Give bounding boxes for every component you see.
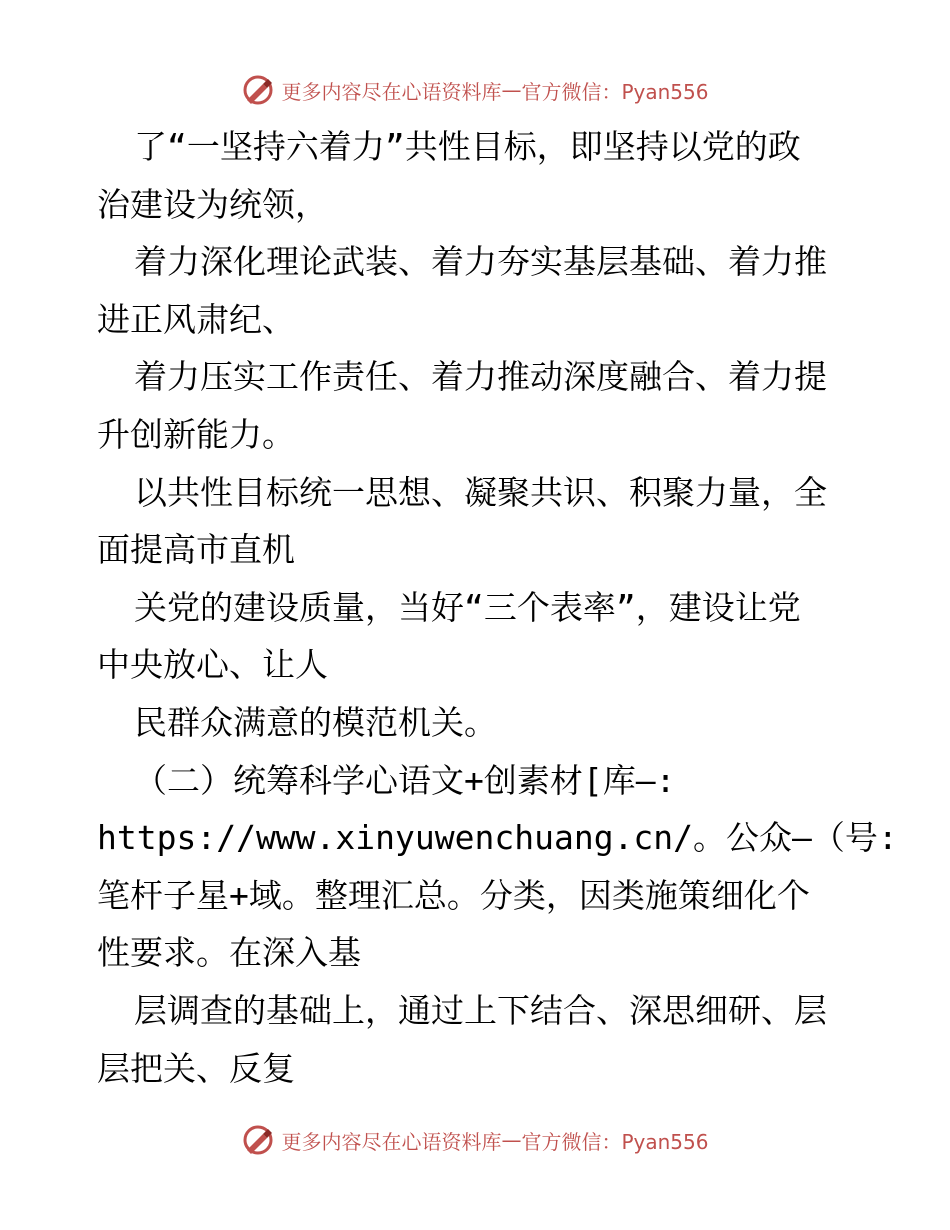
footer-banner-wechat: 官方微信：Pyan556 bbox=[521, 1129, 709, 1154]
body-line: 性要求。在深入基 bbox=[97, 933, 361, 973]
body-line: 层调查的基础上，通过上下结合、深思细研、层 bbox=[134, 990, 827, 1030]
header-banner-sep: — bbox=[501, 78, 522, 102]
footer-banner-sep: — bbox=[501, 1128, 522, 1152]
pen-circle-logo-icon bbox=[241, 73, 275, 107]
body-line: 着力压实工作责任、着力推动深度融合、着力提 bbox=[134, 357, 827, 397]
body-line: 以共性目标统一思想、凝聚共识、积聚力量，全 bbox=[134, 472, 827, 512]
body-line: 关党的建设质量，当好“三个表率”，建设让党 bbox=[134, 587, 801, 627]
body-line: 治建设为统领， bbox=[97, 184, 328, 224]
body-line: （二）统筹科学心语文+创素材[库—: bbox=[134, 760, 676, 800]
body-line-url: https://www.xinyuwenchuang.cn/。公众—（号: bbox=[97, 818, 898, 858]
header-banner-main: 更多内容尽在心语资料库 bbox=[281, 79, 502, 104]
body-line: 进正风肃纪、 bbox=[97, 299, 295, 339]
body-line: 着力深化理论武装、着力夯实基层基础、着力推 bbox=[134, 242, 827, 282]
header-banner-wechat: 官方微信：Pyan556 bbox=[521, 79, 709, 104]
body-line: 层把关、反复 bbox=[97, 1048, 295, 1088]
header-banner bbox=[0, 70, 950, 110]
body-line: 笔杆子星+域。整理汇总。分类，因类施策细化个 bbox=[97, 875, 810, 915]
body-line: 面提高市直机 bbox=[97, 530, 295, 570]
body-line: 升创新能力。 bbox=[97, 414, 295, 454]
body-line: 了“一坚持六着力”共性目标，即坚持以党的政 bbox=[134, 127, 801, 166]
footer-banner-main: 更多内容尽在心语资料库 bbox=[281, 1129, 502, 1154]
body-text bbox=[97, 118, 898, 1097]
body-line: 民群众满意的模范机关。 bbox=[134, 702, 497, 742]
pen-circle-logo-icon bbox=[241, 1123, 275, 1157]
body-line: 中央放心、让人 bbox=[97, 645, 328, 685]
footer-banner bbox=[0, 1120, 950, 1160]
